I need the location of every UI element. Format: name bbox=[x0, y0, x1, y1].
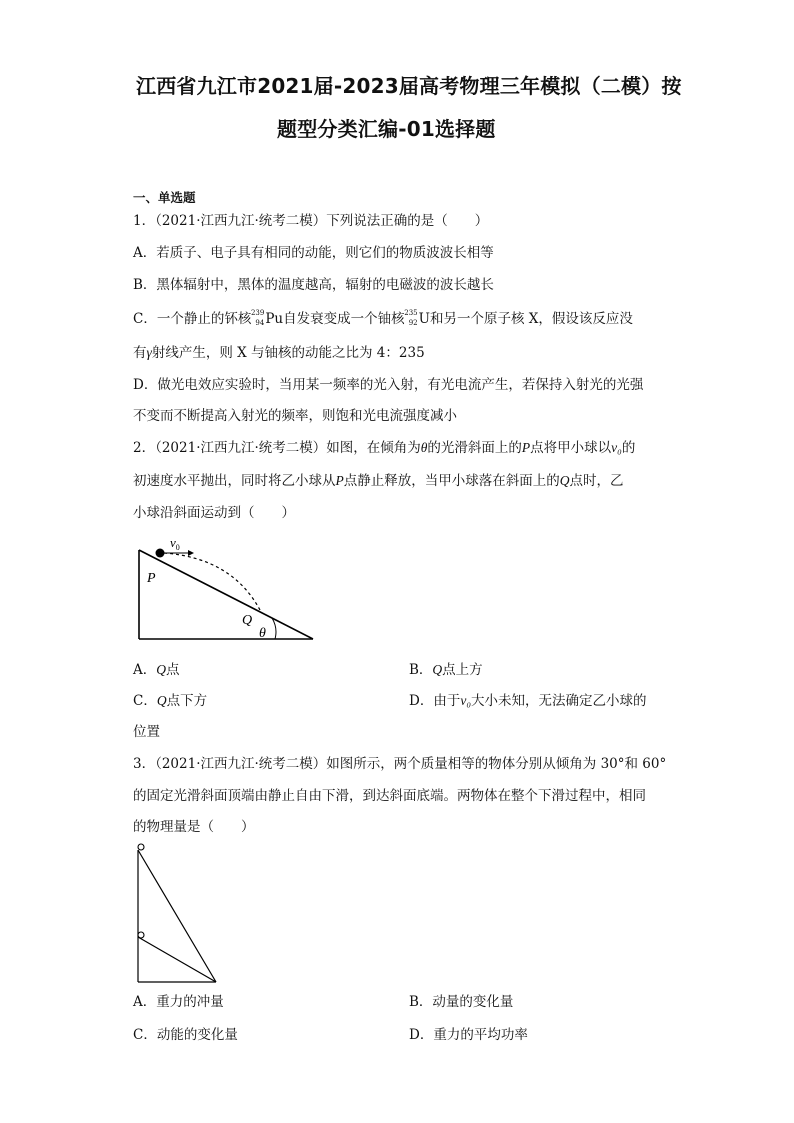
q1-option-c[interactable] bbox=[133, 309, 633, 329]
uranium-symbol: U bbox=[418, 311, 431, 327]
q1-option-d[interactable]: D．做光电效应实验时，当用某一频率的光入射，有光电流产生，若保持入射光的光强 bbox=[133, 377, 644, 393]
q3-option-d[interactable]: D．重力的平均功率 bbox=[409, 1027, 528, 1043]
q3-option-a[interactable]: A．重力的冲量 bbox=[133, 994, 224, 1010]
q3-stem-line3: 的物理量是（ ） bbox=[133, 819, 255, 835]
q2-option-d-line2: 位置 bbox=[133, 724, 160, 740]
trajectory-dashed-curve bbox=[164, 553, 260, 610]
q2-stem-line2: 初速度水平抛出，同时将乙小球从P点静止释放，当甲小球落在斜面上的Q点时，乙 bbox=[133, 473, 624, 489]
angle-arc bbox=[272, 618, 276, 639]
page-title-line2: 题型分类汇编-01选择题 bbox=[277, 117, 496, 141]
page-title-line1: 江西省九江市2021届-2023届高考物理三年模拟（二模）按 bbox=[136, 74, 682, 98]
section-heading: 一、单选题 bbox=[133, 190, 196, 205]
uranium-isotope-notation: 235 92 bbox=[404, 309, 418, 327]
q1-option-c-text3: 和另一个原子核 X，假设该反应没 bbox=[430, 311, 633, 327]
q3-incline-figure bbox=[128, 840, 228, 986]
q1-option-b[interactable]: B．黑体辐射中，黑体的温度越高，辐射的电磁波的波长越长 bbox=[133, 277, 494, 293]
plutonium-symbol: Pu bbox=[265, 311, 284, 327]
incline-slope bbox=[139, 550, 313, 639]
plutonium-isotope-notation: 239 94 bbox=[250, 309, 265, 327]
steep-incline bbox=[138, 850, 216, 982]
q1-stem: 1．（2021·江西九江·统考二模）下列说法正确的是（ ） bbox=[133, 213, 489, 229]
q1-option-c-text2: 自发衰变成一个铀核 bbox=[283, 311, 405, 327]
ball-icon bbox=[156, 549, 165, 558]
q1-option-a[interactable]: A．若质子、电子具有相同的动能，则它们的物质波波长相等 bbox=[133, 245, 494, 261]
q3-option-c[interactable]: C．动能的变化量 bbox=[133, 1027, 238, 1043]
fig-theta-label: θ bbox=[259, 626, 266, 641]
q3-stem-line1: 3．（2021·江西九江·统考二模）如图所示，两个质量相等的物体分别从倾角为 30°和 60° bbox=[133, 756, 667, 772]
q2-incline-figure bbox=[120, 530, 330, 645]
gamma-symbol: γ bbox=[146, 345, 152, 360]
q2-stem-line1: 2．（2021·江西九江·统考二模）如图，在倾角为θ的光滑斜面上的P点将甲小球以v₀的 bbox=[133, 440, 636, 456]
fig-point-q: Q bbox=[242, 613, 253, 628]
q3-stem-line2: 的固定光滑斜面顶端由静止自由下滑，到达斜面底端。两物体在整个下滑过程中，相同 bbox=[133, 788, 646, 804]
q2-option-b[interactable]: B．Q点上方 bbox=[409, 662, 483, 678]
middle-object-icon bbox=[138, 932, 144, 938]
q2-option-a[interactable]: A．Q点 bbox=[133, 662, 180, 678]
q2-option-c[interactable]: C．Q点下方 bbox=[133, 693, 208, 709]
fig-v0-label: $v_0$ bbox=[170, 535, 180, 552]
velocity-arrow-icon bbox=[188, 550, 194, 556]
q1-option-d-line2: 不变而不断提高入射光的频率，则饱和光电流强度减小 bbox=[133, 408, 457, 424]
shallow-incline bbox=[138, 937, 216, 982]
q1-option-c-text1: C．一个静止的钚核 bbox=[133, 311, 252, 327]
fig-point-p: P bbox=[147, 571, 156, 586]
q3-option-b[interactable]: B．动量的变化量 bbox=[409, 994, 514, 1010]
top-object-icon bbox=[138, 844, 144, 850]
q2-stem-line3: 小球沿斜面运动到（ ） bbox=[133, 505, 295, 521]
q1-option-c-line2: 有γ射线产生，则 X 与铀核的动能之比为 4：235 bbox=[133, 345, 425, 361]
q2-option-d[interactable]: D．由于v₀大小未知，无法确定乙小球的 bbox=[409, 693, 647, 709]
